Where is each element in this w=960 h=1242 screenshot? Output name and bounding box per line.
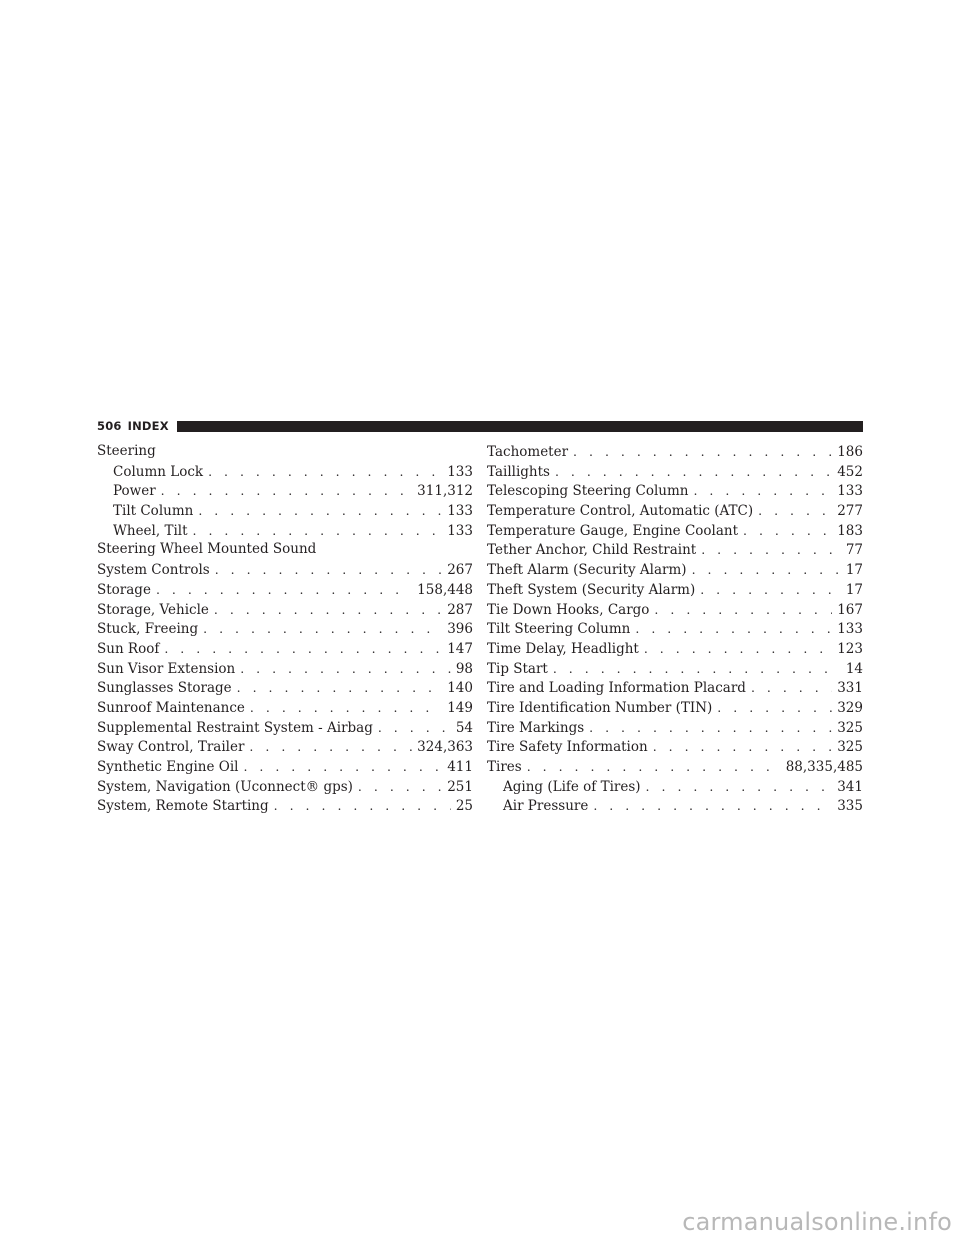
entry-text: Synthetic Engine Oil [97,759,239,775]
index-entry [487,777,863,797]
entry-text: System, Remote Starting [97,798,269,815]
index-entry [487,718,863,738]
index-entry [487,580,863,600]
dot-leader [249,737,412,757]
index-column-left [97,442,473,816]
index-entry [97,639,473,659]
index-entry [97,659,473,679]
entry-text: Wheel, Tilt [113,522,188,539]
dot-leader [250,698,442,718]
entry-text: Steering [97,443,156,459]
dot-leader [208,462,442,482]
entry-text: Air Pressure [503,798,589,815]
dot-leader [215,560,443,580]
entry-page: 133 [447,522,473,539]
dot-leader [553,659,841,679]
entry-text: Aging (Life of Tires) [503,778,641,795]
dot-leader [692,560,841,580]
index-entry [97,737,473,757]
index-entry [487,600,863,620]
dot-leader [555,462,832,482]
entry-text: Tilt Steering Column [487,621,631,638]
dot-leader [644,639,832,659]
entry-page: 133 [837,621,863,638]
entry-text: Time Delay, Headlight [487,640,639,657]
entry-page: 186 [837,444,863,460]
entry-page: 25 [455,798,473,815]
index-entry [487,678,863,698]
entry-page: 325 [837,739,863,756]
dot-leader [243,757,442,777]
dot-leader [700,580,841,600]
dot-leader [646,777,833,797]
entry-text: Tie Down Hooks, Cargo [487,601,650,618]
entry-text: Temperature Control, Automatic (ATC) [487,503,754,520]
dot-leader [214,600,442,620]
dot-leader [635,619,832,639]
entry-text: System, Navigation (Uconnect® gps) [97,778,353,795]
dot-leader [654,600,832,620]
entry-page: 140 [447,680,473,697]
dot-leader [527,757,781,777]
dot-leader [156,580,412,600]
dot-leader [237,678,443,698]
index-entry [487,501,863,521]
entry-text: Telescoping Steering Column [487,483,689,500]
entry-text: System Controls [97,562,210,579]
entry-text: Stuck, Freeing [97,621,199,638]
dot-leader [593,796,832,816]
index-entry [97,442,473,462]
entry-text: Tire and Loading Information Placard [487,680,746,697]
entry-page: 396 [447,621,473,638]
index-entry [487,540,863,560]
entry-text: Column Lock [113,463,204,480]
index-entry [487,481,863,501]
index-entry [97,718,473,738]
index-entry [97,501,473,521]
entry-page: 411 [447,759,473,775]
index-entry [97,580,473,600]
entry-text: Tachometer [487,444,569,460]
entry-page: 147 [447,640,473,657]
entry-page: 452 [837,463,863,480]
index-entry [487,659,863,679]
entry-text: Supplemental Restraint System - Airbag [97,719,373,736]
entry-text: Tires [487,759,522,775]
entry-page: 325 [837,719,863,736]
page-header [97,418,863,434]
index-entry [487,757,863,777]
entry-page: 324,363 [417,739,473,756]
index-entry [97,600,473,620]
index-entry [97,777,473,797]
dot-leader [198,501,442,521]
dot-leader [203,619,442,639]
entry-text: Theft System (Security Alarm) [487,581,696,598]
entry-page: 183 [837,522,863,539]
dot-leader [693,481,832,501]
index-entry [97,678,473,698]
entry-page: 17 [845,581,863,598]
entry-text: Sun Roof [97,640,160,657]
index-entry [97,619,473,639]
index-entry [97,521,473,541]
section-title: INDEX [127,419,169,433]
dot-leader [164,639,442,659]
dot-leader [717,698,832,718]
index-entry [487,639,863,659]
entry-text: Tether Anchor, Child Restraint [487,542,697,559]
entry-page: 311,312 [417,483,473,500]
entry-text: Tilt Column [113,503,194,520]
index-entry [97,462,473,482]
dot-leader [573,442,832,462]
index-entry [487,619,863,639]
index-entry [97,560,473,580]
page-number: 506 [97,419,122,433]
dot-leader [653,737,833,757]
entry-text: Storage, Vehicle [97,601,209,618]
entry-text: Storage [97,581,151,598]
index-entry [487,698,863,718]
watermark: carmanualsonline.info [682,1208,952,1236]
index-entry [97,757,473,777]
index-entry [487,737,863,757]
dot-leader [274,796,451,816]
index-entry [97,540,473,560]
entry-page: 251 [447,778,473,795]
entry-page: 123 [837,640,863,657]
entry-page: 341 [837,778,863,795]
entry-text: Tip Start [487,660,548,677]
entry-page: 98 [455,660,473,677]
entry-page: 277 [837,503,863,520]
entry-text: Tire Markings [487,719,585,736]
index-entry [487,442,863,462]
index-entry [487,796,863,816]
entry-page: 133 [837,483,863,500]
entry-text: Sway Control, Trailer [97,739,245,756]
header-rule [177,421,863,432]
entry-page: 287 [447,601,473,618]
entry-text: Taillights [487,463,550,480]
entry-text: Theft Alarm (Security Alarm) [487,562,687,579]
dot-leader [240,659,451,679]
dot-leader [701,540,841,560]
entry-page: 88,335,485 [785,759,863,775]
entry-page: 17 [845,562,863,579]
index-entry [97,796,473,816]
entry-text: Tire Safety Information [487,739,648,756]
dot-leader [161,481,413,501]
entry-page: 267 [447,562,473,579]
entry-page: 77 [845,542,863,559]
dot-leader [378,718,451,738]
entry-page: 149 [447,699,473,716]
entry-text: Sun Visor Extension [97,660,236,677]
entry-text: Tire Identification Number (TIN) [487,699,713,716]
entry-page: 54 [455,719,473,736]
dot-leader [743,521,832,541]
index-entry [97,481,473,501]
index-entry [487,560,863,580]
entry-page: 133 [447,463,473,480]
entry-text: Sunroof Maintenance [97,699,245,716]
index-entry [487,521,863,541]
index-column-right [487,442,863,816]
entry-page: 133 [447,503,473,520]
entry-page: 167 [837,601,863,618]
dot-leader [751,678,832,698]
dot-leader [358,777,442,797]
entry-text: Power [113,483,156,500]
index-entry [97,698,473,718]
entry-page: 331 [837,680,863,697]
entry-page: 329 [837,699,863,716]
entry-text: Steering Wheel Mounted Sound [97,541,317,558]
entry-text: Temperature Gauge, Engine Coolant [487,522,739,539]
index-entry [487,462,863,482]
entry-page: 14 [845,660,863,677]
entry-page: 158,448 [417,581,473,598]
dot-leader [758,501,832,521]
entry-text: Sunglasses Storage [97,680,232,697]
dot-leader [193,521,443,541]
dot-leader [589,718,832,738]
entry-page: 335 [837,798,863,815]
